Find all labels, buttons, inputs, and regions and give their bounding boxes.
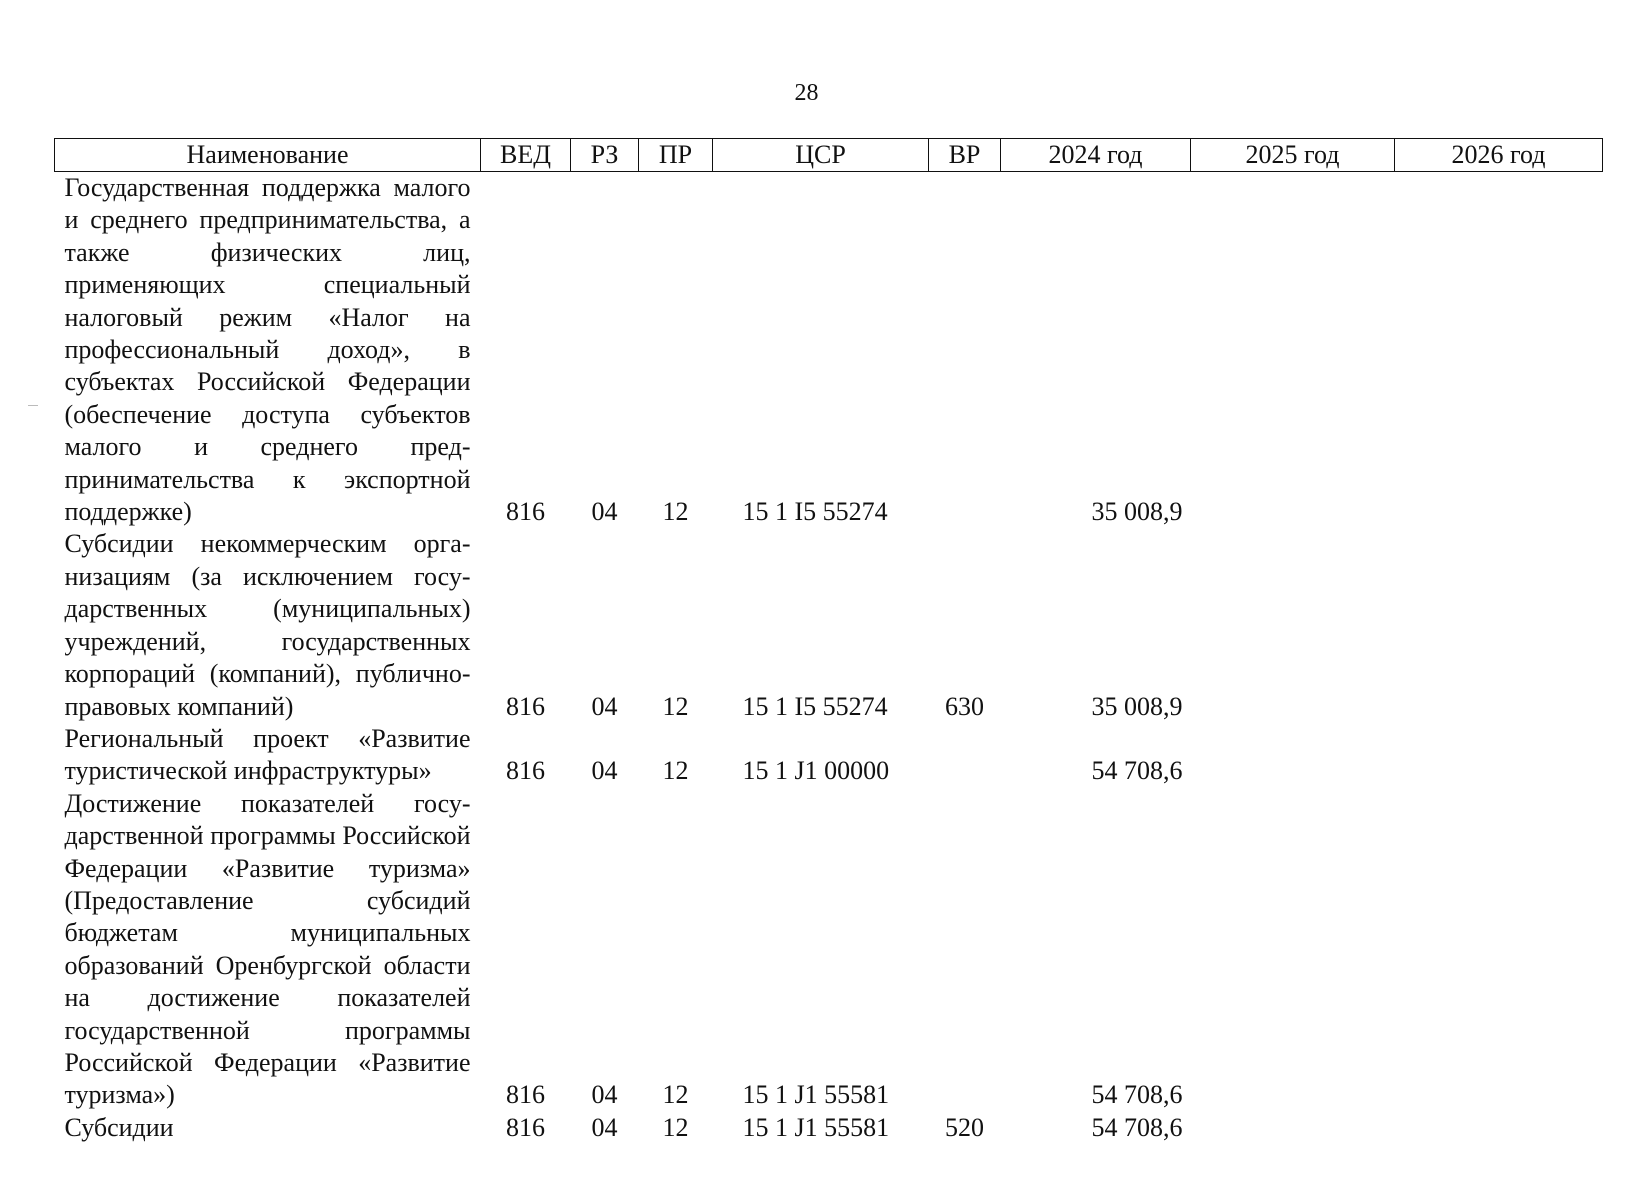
- table-body: [55, 172, 1603, 1145]
- row-rz: 04: [591, 1080, 618, 1110]
- row-pr: 12: [662, 691, 689, 721]
- table-row: [55, 528, 1603, 722]
- row-vr: 630: [945, 691, 984, 721]
- table-row: [55, 1112, 1603, 1144]
- row-pr: 12: [662, 1112, 689, 1142]
- header-pr: ПР: [639, 139, 713, 172]
- row-name: Субсидии некоммерческим организациям (за исключением государственных (муниципальных) учреждений, государственных корпораций (компаний), публично-правовых компаний): [64, 529, 471, 721]
- header-name: Наименование: [55, 139, 481, 172]
- row-pr: 12: [662, 497, 689, 527]
- row-ved: 816: [506, 1080, 545, 1110]
- row-rz: 04: [591, 691, 618, 721]
- page-number: 28: [794, 80, 819, 106]
- header-2024: 2024 год: [1001, 139, 1191, 172]
- table-row: [55, 723, 1603, 788]
- row-2024: 54 708,6: [1091, 756, 1183, 786]
- row-2024: 54 708,6: [1091, 1112, 1183, 1142]
- row-ved: 816: [506, 497, 545, 527]
- row-2026: [1395, 723, 1603, 788]
- row-csr: 15 1 I5 55274: [742, 497, 888, 527]
- row-csr: 15 1 I5 55274: [742, 691, 888, 721]
- row-2026: [1395, 1112, 1603, 1144]
- table-row: [55, 172, 1603, 529]
- row-2025: [1191, 1112, 1395, 1144]
- header-ved: ВЕД: [481, 139, 571, 172]
- header-2026: 2026 год: [1395, 139, 1603, 172]
- row-vr: [929, 788, 1001, 1112]
- row-2026: [1395, 788, 1603, 1112]
- row-2026: [1395, 528, 1603, 722]
- budget-table: [54, 138, 1603, 1144]
- table-row: [55, 788, 1603, 1112]
- row-2025: [1191, 528, 1395, 722]
- row-rz: 04: [591, 756, 618, 786]
- row-2025: [1191, 172, 1395, 529]
- header-vr: ВР: [929, 139, 1001, 172]
- row-name: Государственная поддержка малого и среднего предпринимательства, а также физических лиц, применяющих специальный налоговый режим «Налог на профессиональный доход», в субъектах Российской Федерации (обеспечение доступа субъектов малого и среднего предпринимательства к экспортной поддержке): [64, 173, 471, 527]
- row-pr: 12: [662, 1080, 689, 1110]
- row-ved: 816: [506, 756, 545, 786]
- row-rz: 04: [591, 1112, 618, 1142]
- scan-mark: [28, 405, 38, 406]
- row-csr: 15 1 J1 00000: [742, 756, 890, 786]
- row-pr: 12: [662, 756, 689, 786]
- row-csr: 15 1 J1 55581: [742, 1080, 890, 1110]
- header-csr: ЦСР: [713, 139, 929, 172]
- row-2024: 54 708,6: [1091, 1080, 1183, 1110]
- row-rz: 04: [591, 497, 618, 527]
- row-name: Региональный проект «Развитие туристической инфраструктуры»: [64, 723, 471, 786]
- row-ved: 816: [506, 1112, 545, 1142]
- row-csr: 15 1 J1 55581: [742, 1112, 890, 1142]
- header-row: [55, 139, 1603, 172]
- row-2025: [1191, 723, 1395, 788]
- row-2026: [1395, 172, 1603, 529]
- row-vr: [929, 172, 1001, 529]
- row-ved: 816: [506, 691, 545, 721]
- row-2025: [1191, 788, 1395, 1112]
- row-2024: 35 008,9: [1091, 497, 1183, 527]
- header-rz: РЗ: [571, 139, 639, 172]
- header-2025: 2025 год: [1191, 139, 1395, 172]
- row-2024: 35 008,9: [1091, 691, 1183, 721]
- row-name: Достижение показателей государственной программы Российской Федерации «Развитие туризма» (Предоставление субсидий бюджетам муниципальных образований Оренбургской области на достижение показателей государственной программы Российской Федерации «Развитие туризма»): [64, 788, 471, 1110]
- table-header: [55, 139, 1603, 172]
- row-vr: 520: [945, 1112, 984, 1142]
- row-name: Субсидии: [64, 1112, 174, 1142]
- row-vr: [929, 723, 1001, 788]
